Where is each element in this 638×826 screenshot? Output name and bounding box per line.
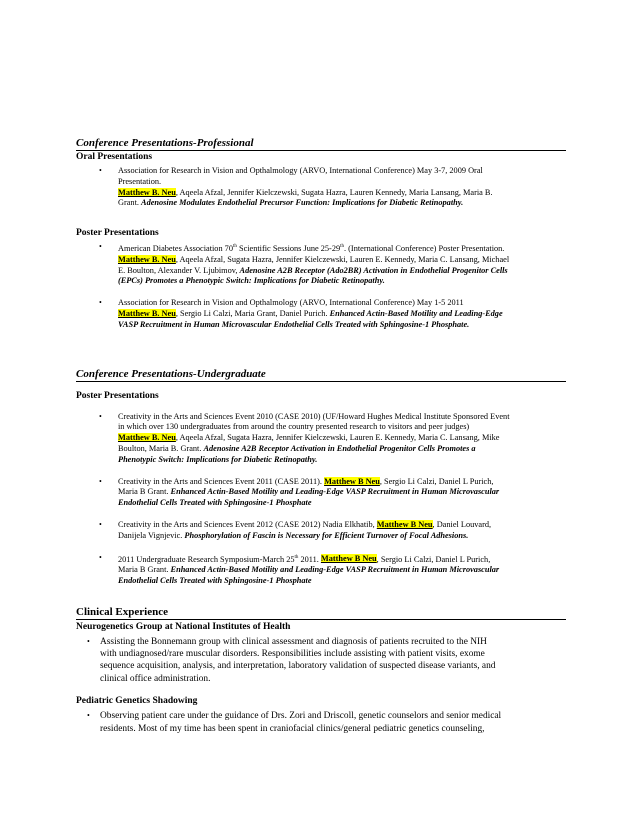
section-heading-clinical: Clinical Experience bbox=[76, 605, 566, 620]
highlighted-author-name: Matthew B. Neu bbox=[118, 308, 176, 318]
bullet-icon: • bbox=[87, 636, 90, 646]
oral-presentations-list bbox=[76, 166, 566, 209]
presentation-title: VASP Recruitment in Human Microvascular Endothelial Cells Treated with Sphingosine-1 Phosphate. bbox=[118, 319, 470, 329]
highlighted-author-name: Matthew B Neu bbox=[320, 554, 377, 564]
bullet-icon: • bbox=[99, 411, 102, 421]
list-item: • Creativity in the Arts and Sciences Event 2010 (CASE 2010) (UF/Howard Hughes Medical Institute Sponsored Event in which over 130 undergraduates from around the country presented research to visitors and peer judges) Matthew B. Neu, Aqeela Afzal, Sugata Hazra, Jennifer Kielczewski, Lauren E. Kennedy, Maria C. Lansang, Mike Boulton, Maria B. Grant. Adenosine A2B Receptor Activation in Endothelial Progenitor Cells Promotes a Phenotypic Switch: Implications for Diabetic Retinopathy. bbox=[76, 412, 566, 466]
highlighted-author-name: Matthew B. Neu bbox=[118, 254, 176, 264]
bullet-icon: • bbox=[99, 476, 102, 486]
list-item: • 2011 Undergraduate Research Symposium-March 25th 2011. Matthew B Neu, Sergio Li Calzi, Daniel L Purich, Maria B Grant. Enhanced Actin-Based Motility and Leading-Edge VASP Recruitment in Human Microvascular Endothelial Cells Treated with Sphingosine-1 Phosphate bbox=[76, 553, 566, 587]
pediatric-genetics-heading: Pediatric Genetics Shadowing bbox=[76, 696, 198, 707]
list-item: • Association for Research in Vision and Opthalmology (ARVO, International Conference) May 1-5 2011 Matthew B. Neu, Sergio Li Calzi, Maria Grant, Daniel Purich. Enhanced Actin-Based Motility and Leading-Edge VASP Recruitment in Human Microvascular Endothelial Cells Treated with Sphingosine-1 Phosphate. bbox=[76, 298, 566, 330]
poster-presentations-heading: Poster Presentations bbox=[76, 390, 159, 401]
presentation-title: Endothelial Cells Treated with Sphingosine-1 Phosphate bbox=[118, 498, 312, 508]
presentation-title: Phenotypic Switch: Implications for Diabetic Retinopathy. bbox=[118, 454, 318, 464]
professional-posters-list bbox=[76, 242, 566, 330]
list-item: • Creativity in the Arts and Sciences Event 2012 (CASE 2012) Nadia Elkhatib, Matthew B Neu, Daniel Louvard, Danijela Vignjevic. Phosphorylation of Fascin is Necessary for Efficient Turnover of Focal Adhesions. bbox=[99, 519, 492, 540]
list-item: • Assisting the Bonnemann group with clinical assessment and diagnosis of patients recruited to the NIH with undiagnosed/rare muscular disorders. Responsibilities include assisting with patient visits, exome sequence acquisition, analysis, and interpretation, laboratory validation of suspected disease variants, and clinical office administration. bbox=[87, 636, 496, 684]
resume-page bbox=[76, 136, 566, 735]
bullet-icon: • bbox=[87, 711, 90, 721]
highlighted-author-name: Matthew B. Neu bbox=[118, 433, 176, 443]
nih-list bbox=[76, 636, 566, 686]
list-item: • Association for Research in Vision and Opthalmology (ARVO, International Conference) May 3-7, 2009 Oral Presentation. Matthew B. Neu, Aqeela Afzal, Jennifer Kielczewski, Sugata Hazra, Lauren Kennedy, Maria Lansang, Maria B. Grant. Adenosine Modulates Endothelial Precursor Function: Implications for Diabetic Retinopathy. bbox=[99, 166, 493, 208]
highlighted-author-name: Matthew B. Neu bbox=[118, 187, 176, 197]
presentation-title: Adenosine A2B Receptor Activation in Endothelial Progenitor Cells Promotes a bbox=[203, 443, 476, 453]
presentation-title: Endothelial Cells Treated with Sphingosine-1 Phosphate bbox=[118, 575, 312, 585]
oral-presentations-heading: Oral Presentations bbox=[76, 152, 153, 162]
poster-presentations-heading: Poster Presentations bbox=[76, 228, 159, 239]
bullet-icon: • bbox=[99, 519, 102, 529]
section-heading-undergraduate: Conference Presentations-Undergraduate bbox=[76, 367, 566, 382]
presentation-title: Enhanced Actin-Based Motility and Leading-Edge VASP Recruitment in Human Microvascular bbox=[170, 565, 500, 575]
highlighted-author-name: Matthew B Neu bbox=[376, 519, 433, 529]
bullet-icon: • bbox=[99, 552, 102, 562]
bullet-icon: • bbox=[99, 242, 102, 252]
presentation-title: (EPCs) Promotes a Phenotypic Switch: Implications for Diabetic Retinopathy. bbox=[118, 276, 385, 286]
presentation-title: Enhanced Actin-Based Motility and Leading-Edge bbox=[329, 308, 503, 318]
bullet-icon: • bbox=[99, 166, 102, 175]
bullet-icon: • bbox=[99, 298, 102, 308]
list-item: • Observing patient care under the guidance of Drs. Zori and Driscoll, genetic counselors and senior medical residents. Most of my time has been spent in craniofacial clinics/general pediatric genetics counseling, bbox=[87, 711, 502, 734]
nih-heading: Neurogenetics Group at National Institutes of Health bbox=[76, 621, 291, 632]
undergrad-posters-list bbox=[76, 412, 566, 587]
section-heading-professional: Conference Presentations-Professional bbox=[76, 136, 566, 151]
highlighted-author-name: Matthew B Neu bbox=[324, 476, 380, 486]
presentation-title: Adenosine Modulates Endothelial Precursor Function: Implications for Diabetic Retinopathy. bbox=[141, 198, 464, 208]
list-item: • Creativity in the Arts and Sciences Event 2011 (CASE 2011). Matthew B Neu, Sergio Li Calzi, Daniel L Purich, Maria B Grant. Enhanced Actin-Based Motility and Leading-Edge VASP Recruitment in Human Microvascular Endothelial Cells Treated with Sphingosine-1 Phosphate bbox=[76, 477, 566, 509]
presentation-title: Phosphorylation of Fascin is Necessary for Efficient Turnover of Focal Adhesions. bbox=[184, 530, 469, 540]
list-item: • American Diabetes Association 70th Scientific Sessions June 25-29th. (International Conference) Poster Presentation. Matthew B. Neu, Aqeela Afzal, Sugata Hazra, Jennifer Kielczewski, Lauren E. Kennedy, Maria C. Lansang, Michael E. Boulton, Alexander V. Ljubimov, Adenosine A2B Receptor (Ado2BR) Activation in Endothelial Progenitor Cells (EPCs) Promotes a Phenotypic Switch: Implications for Diabetic Retinopathy. bbox=[76, 242, 566, 287]
pediatric-list bbox=[76, 710, 566, 735]
presentation-title: Enhanced Actin-Based Motility and Leading-Edge VASP Recruitment in Human Microvascular bbox=[170, 487, 500, 497]
presentation-title: Adenosine A2B Receptor (Ado2BR) Activation in Endothelial Progenitor Cells bbox=[239, 265, 508, 275]
